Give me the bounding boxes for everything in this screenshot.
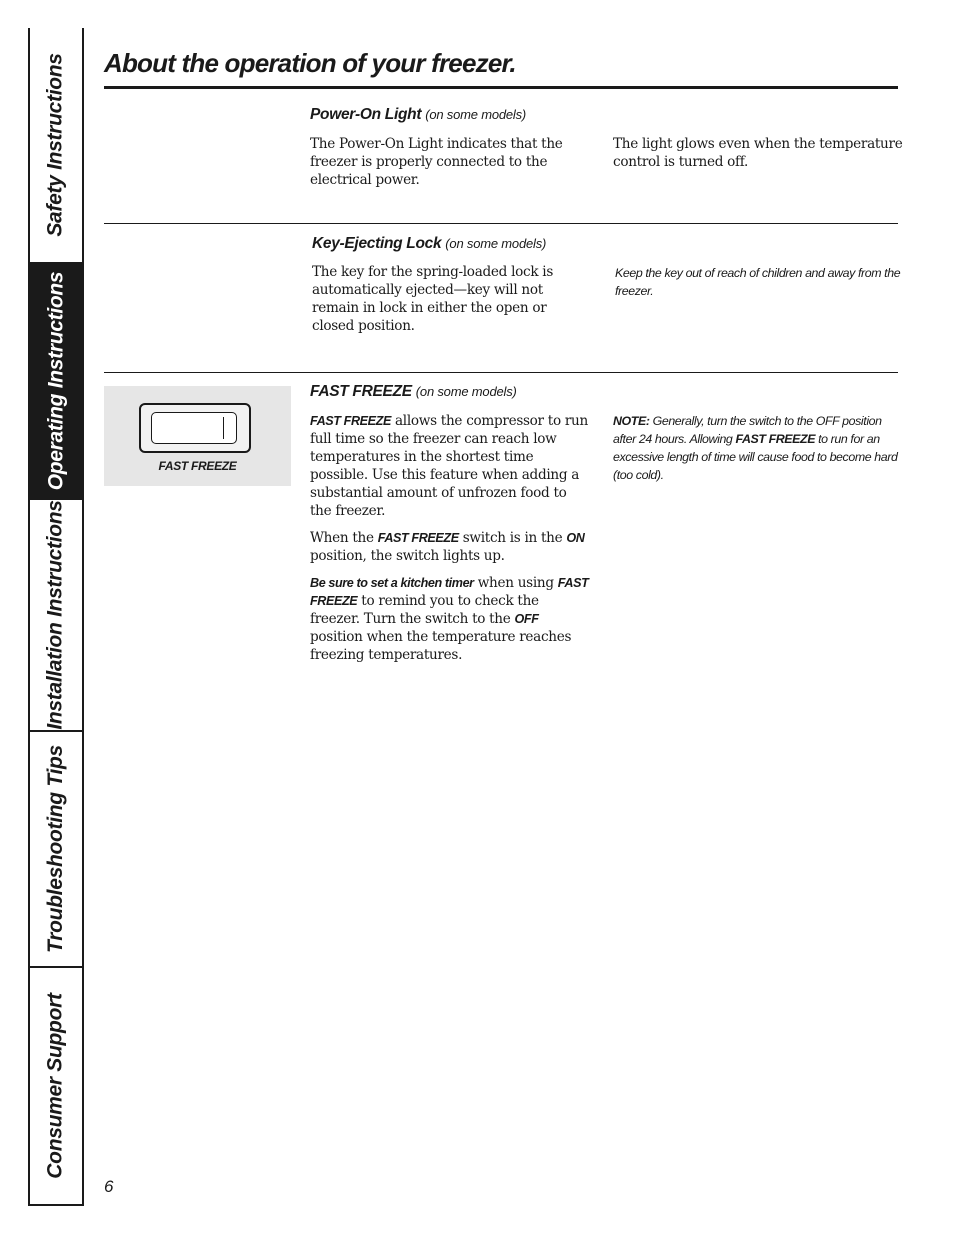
note-label: NOTE:	[613, 414, 650, 428]
fast-freeze-illustration	[104, 386, 291, 486]
key-ejecting-lock-heading	[312, 235, 546, 253]
note-text: to run for an excessive length of time will cause food to become hard (too cold).	[613, 432, 898, 482]
page-number: 6	[104, 1177, 114, 1196]
section-divider	[104, 372, 898, 373]
switch-rocker	[151, 412, 237, 444]
paragraph-text: when using	[473, 575, 558, 591]
fast-freeze-body	[310, 412, 590, 673]
side-tab-nav	[28, 28, 84, 1206]
paragraph-text: switch is in the	[458, 530, 567, 546]
fast-freeze-paragraph	[310, 574, 590, 664]
heading-qualifier: (on some models)	[445, 236, 547, 251]
tab-label: Consumer Support	[44, 993, 67, 1179]
on-term: ON	[566, 531, 585, 545]
key-ejecting-lock-body: The key for the spring-loaded lock is automatically ejected—key will not remain in lock in either the open or closed position.	[312, 264, 553, 334]
tab-safety-instructions[interactable]	[30, 28, 82, 264]
paragraph-text: to remind you to check the freezer. Turn the switch to the	[310, 593, 539, 627]
off-term: OFF	[514, 612, 539, 626]
fast-freeze-paragraph	[310, 412, 590, 520]
power-on-light-heading	[310, 106, 526, 124]
fast-freeze-note	[613, 412, 903, 484]
tab-label: Operating Instructions	[44, 271, 67, 491]
power-on-light-detail: The light glows even when the temperature control is turned off.	[613, 136, 903, 170]
fast-freeze-term: FAST FREEZE	[377, 531, 459, 545]
fast-freeze-heading	[310, 383, 517, 401]
tab-troubleshooting-tips[interactable]	[30, 732, 82, 968]
fast-freeze-caption: FAST FREEZE	[158, 459, 237, 473]
fast-freeze-term: FAST FREEZE	[735, 432, 816, 446]
tab-consumer-support[interactable]	[30, 968, 82, 1204]
section-divider	[104, 223, 898, 224]
timer-reminder: Be sure to set a kitchen timer	[310, 576, 474, 590]
paragraph-text: position, the switch lights up.	[310, 548, 505, 564]
tab-label: Safety Instructions	[44, 53, 67, 237]
fast-freeze-switch-icon	[139, 403, 251, 453]
power-on-light-body: The Power-On Light indicates that the freezer is properly connected to the electrical power.	[310, 136, 563, 188]
fast-freeze-term: FAST FREEZE	[310, 576, 589, 608]
heading-text: FAST FREEZE	[310, 383, 412, 400]
tab-label: Installation Instructions	[44, 500, 68, 730]
paragraph-text: position when the temperature reaches freezing temperatures.	[310, 629, 572, 663]
key-ejecting-lock-note: Keep the key out of reach of children and away from the freezer.	[615, 266, 901, 298]
paragraph-text: When the	[310, 530, 378, 546]
heading-qualifier: (on some models)	[425, 107, 527, 122]
note-text: Generally, turn the switch to the OFF position after 24 hours. Allowing	[613, 414, 882, 446]
page-title: About the operation of your freezer.	[104, 48, 516, 78]
tab-installation-instructions[interactable]	[30, 500, 82, 732]
fast-freeze-term: FAST FREEZE	[310, 414, 391, 428]
fast-freeze-paragraph	[310, 529, 590, 565]
tab-label: Troubleshooting Tips	[44, 745, 68, 953]
title-divider	[104, 86, 898, 89]
heading-text: Power-On Light	[310, 106, 422, 123]
paragraph-text: allows the compressor to run full time so the freezer can reach low temperatures in the shortest time possible. Use this feature when adding a substantial amount of unfrozen food to the freezer.	[310, 413, 588, 519]
heading-qualifier: (on some models)	[415, 384, 517, 399]
tab-operating-instructions[interactable]	[30, 264, 82, 500]
heading-text: Key-Ejecting Lock	[312, 235, 442, 252]
